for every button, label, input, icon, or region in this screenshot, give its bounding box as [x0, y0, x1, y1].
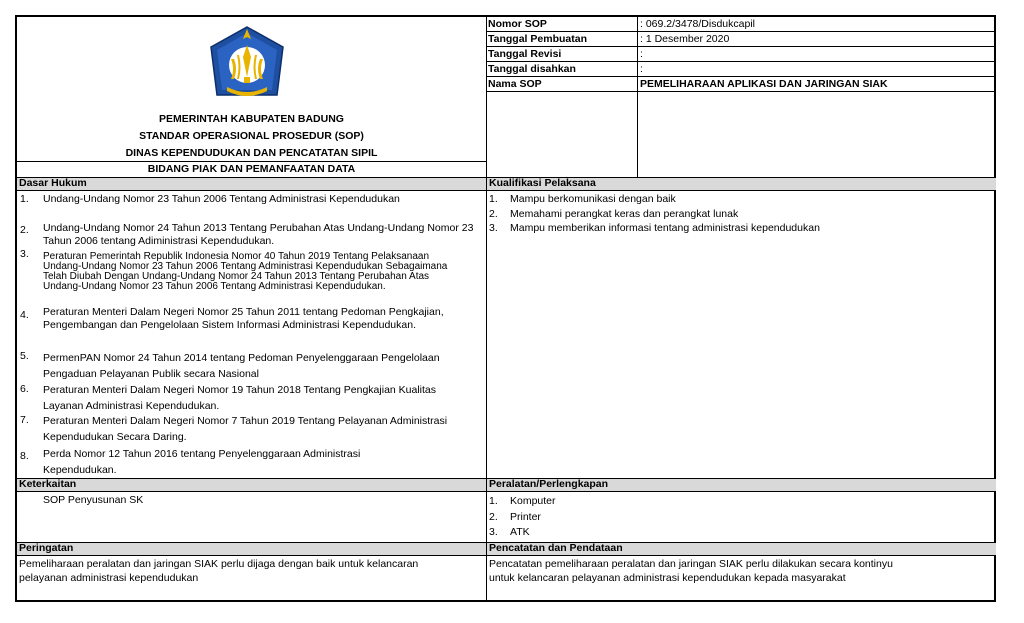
peralatan-item: ATK: [510, 526, 530, 538]
kualifikasi-item: Mampu memberikan informasi tentang administrasi kependudukan: [510, 222, 820, 234]
kualifikasi-item: Memahami perangkat keras dan perangkat lunak: [510, 208, 739, 220]
section-pencatatan-title: Pencatatan dan Pendataan: [489, 542, 623, 554]
meta-label-disahkan: Tanggal disahkan: [488, 63, 576, 75]
kualifikasi-item: Mampu berkomunikasi dengan baik: [510, 193, 676, 205]
header-bidang: BIDANG PIAK DAN PEMANFAATAN DATA: [147, 163, 356, 175]
dasar-hukum-item: Undang-Undang Nomor 23 Tahun 2006 Tentang Administrasi Kependudukan: [43, 193, 400, 205]
peralatan-item: Komputer: [510, 495, 556, 507]
header-dinas: DINAS KEPENDUDUKAN DAN PENCATATAN SIPIL: [125, 147, 378, 159]
header-standar: STANDAR OPERASIONAL PROSEDUR (SOP): [139, 130, 364, 142]
meta-value-nama: PEMELIHARAAN APLIKASI DAN JARINGAN SIAK: [640, 78, 888, 90]
section-keterkaitan-title: Keterkaitan: [19, 478, 77, 490]
center-divider: [486, 17, 487, 602]
pencatatan-text-line2: untuk kelancaran pelayanan administrasi kependudukan kepada masyarakat: [489, 572, 846, 584]
section-peringatan-title: Peringatan: [19, 542, 74, 554]
keterkaitan-text: SOP Penyusunan SK: [43, 494, 144, 506]
sop-document: Nomor SOP : 069.2/3478/Disdukcapil Tanggal Pembuatan : 1 Desember 2020 Tanggal Revisi : Tanggal disahkan : Nama SOP PEMELIHARAAN APLIKASI DAN JARINGAN SIAK PEMERINTAH KABUPATEN BADUNG STANDAR OPERASIONAL PROSEDUR (SOP) DINAS KEPENDUDUKAN DAN PENCATATAN SIPIL BIDANG PIAK DAN PEMANFAATAN DATA Dasar Hukum Kualifikasi Pelaksana 1. Undang-Undang Nomor 23 Tahun 2006 Tentang Administrasi Kependudukan 2. Undang-Undang Nomor 24 Tahun 2013 Tentang Perubahan Atas Undang-Undang Nomor 23 Tahun 2006 tentang Adiministrasi Kependudukan. 3. Peraturan Pemerintah Republik Indonesia Nomor 40 Tahun 2019 Tentang Pelaksanaan Undang-Undang Nomor 23 Tahun 2006 Tentang Administrasi Kependudukan Sebagaimana Telah Diubah Dengan Undang-Undang Nomor 24 Tahun 2013 Tentang Perubahan Atas Undang-Undang Nomor 23 Tahun 2006 Tentang Administrasi Kependudukan. 4. Peraturan Menteri Dalam Negeri Nomor 25 Tahun 2011 tentang Pedoman Pengkajian, Pengembangan dan Pengelolaan Sistem Informasi Administrasi Kependudukan. 5. PermenPAN Nomor 24 Tahun 2014 tentang Pedoman Penyelenggaraan Pengelolaan Pengaduan Pelayanan Publik secara Nasional 6. Peraturan Menteri Dalam Negeri Nomor 19 Tahun 2018 Tentang Pengkajian Kualitas Layanan Administrasi Kependudukan. 7. Peraturan Menteri Dalam Negeri Nomor 7 Tahun 2019 Tentang Pelayanan Administrasi Kependudukan Secara Daring. 8. Perda Nomor 12 Tahun 2016 tentang Penyelenggaraan Administrasi Kependudukan. 1. Mampu berkomunikasi dengan baik 2. Memahami perangkat keras dan perangkat lunak 3. Mampu memberikan informasi tentang administrasi kependudukan Keterkaitan Peralatan/Perlengkapan SOP Penyusunan SK 1. Komputer 2. Printer 3. ATK Peringatan Pencatatan dan Pendataan Pemeliharaan peralatan dan jaringan SIAK perlu dijaga dengan baik untuk kelancaran pelayanan administrasi kependudukan Pencatatan pemeliharaan peralatan dan jaringan SIAK perlu dilakukan secara kontinyu untuk kelancaran pelayanan administrasi kependudukan kepada masyarakat: [15, 15, 996, 602]
peringatan-text-line1: Pemeliharaan peralatan dan jaringan SIAK perlu dijaga dengan baik untuk kelancaran: [19, 558, 419, 570]
peralatan-item: Printer: [510, 511, 541, 523]
dasar-hukum-item: PermenPAN Nomor 24 Tahun 2014 tentang Pedoman Penyelenggaraan Pengelolaan Pengaduan Pelayanan Publik secara Nasional: [43, 352, 440, 380]
meta-value-nomor: : 069.2/3478/Disdukcapil: [640, 18, 755, 30]
section-peralatan-title: Peralatan/Perlengkapan: [489, 478, 609, 490]
meta-value-pembuatan: : 1 Desember 2020: [640, 33, 730, 45]
pencatatan-text-line1: Pencatatan pemeliharaan peralatan dan jaringan SIAK perlu dilakukan secara kontinyu: [489, 558, 893, 570]
dasar-hukum-item: Peraturan Pemerintah Republik Indonesia Nomor 40 Tahun 2019 Tentang Pelaksanaan Undang-Undang Nomor 23 Tahun 2006 Tentang Administrasi Kependudukan Sebagaimana Telah Diubah Dengan Undang-Undang Nomor 24 Tahun 2013 Tentang Perubahan Atas Undang-Undang Nomor 23 Tahun 2006 Tentang Administrasi Kependudukan.: [43, 251, 448, 292]
dasar-hukum-item: Perda Nomor 12 Tahun 2016 tentang Penyelenggaraan Administrasi Kependudukan.: [43, 448, 361, 476]
meta-label-revisi: Tanggal Revisi: [488, 48, 562, 60]
meta-divider: [637, 17, 638, 177]
meta-value-disahkan: :: [640, 63, 643, 75]
meta-label-nama: Nama SOP: [488, 78, 542, 90]
section-dasar-hukum-title: Dasar Hukum: [19, 177, 87, 189]
section-kualifikasi-title: Kualifikasi Pelaksana: [489, 177, 596, 189]
meta-value-revisi: :: [640, 48, 643, 60]
dasar-hukum-item: Peraturan Menteri Dalam Negeri Nomor 7 Tahun 2019 Tentang Pelayanan Administrasi Kependudukan Secara Daring.: [43, 415, 448, 443]
dasar-hukum-item: Undang-Undang Nomor 24 Tahun 2013 Tentang Perubahan Atas Undang-Undang Nomor 23 Tahun 2006 tentang Adiministrasi Kependudukan.: [43, 222, 474, 247]
dasar-hukum-item: Peraturan Menteri Dalam Negeri Nomor 19 Tahun 2018 Tentang Pengkajian Kualitas Layanan Administrasi Kependudukan.: [43, 384, 437, 412]
badung-regency-emblem-icon: [207, 25, 287, 105]
header-pemerintah: PEMERINTAH KABUPATEN BADUNG: [159, 113, 344, 125]
peringatan-text-line2: pelayanan administrasi kependudukan: [19, 572, 199, 584]
meta-label-nomor: Nomor SOP: [488, 18, 547, 30]
meta-label-pembuatan: Tanggal Pembuatan: [488, 33, 587, 45]
dasar-hukum-item: Peraturan Menteri Dalam Negeri Nomor 25 Tahun 2011 tentang Pedoman Pengkajian, Pengembangan dan Pengelolaan Sistem Informasi Administrasi Kependudukan.: [43, 306, 444, 331]
